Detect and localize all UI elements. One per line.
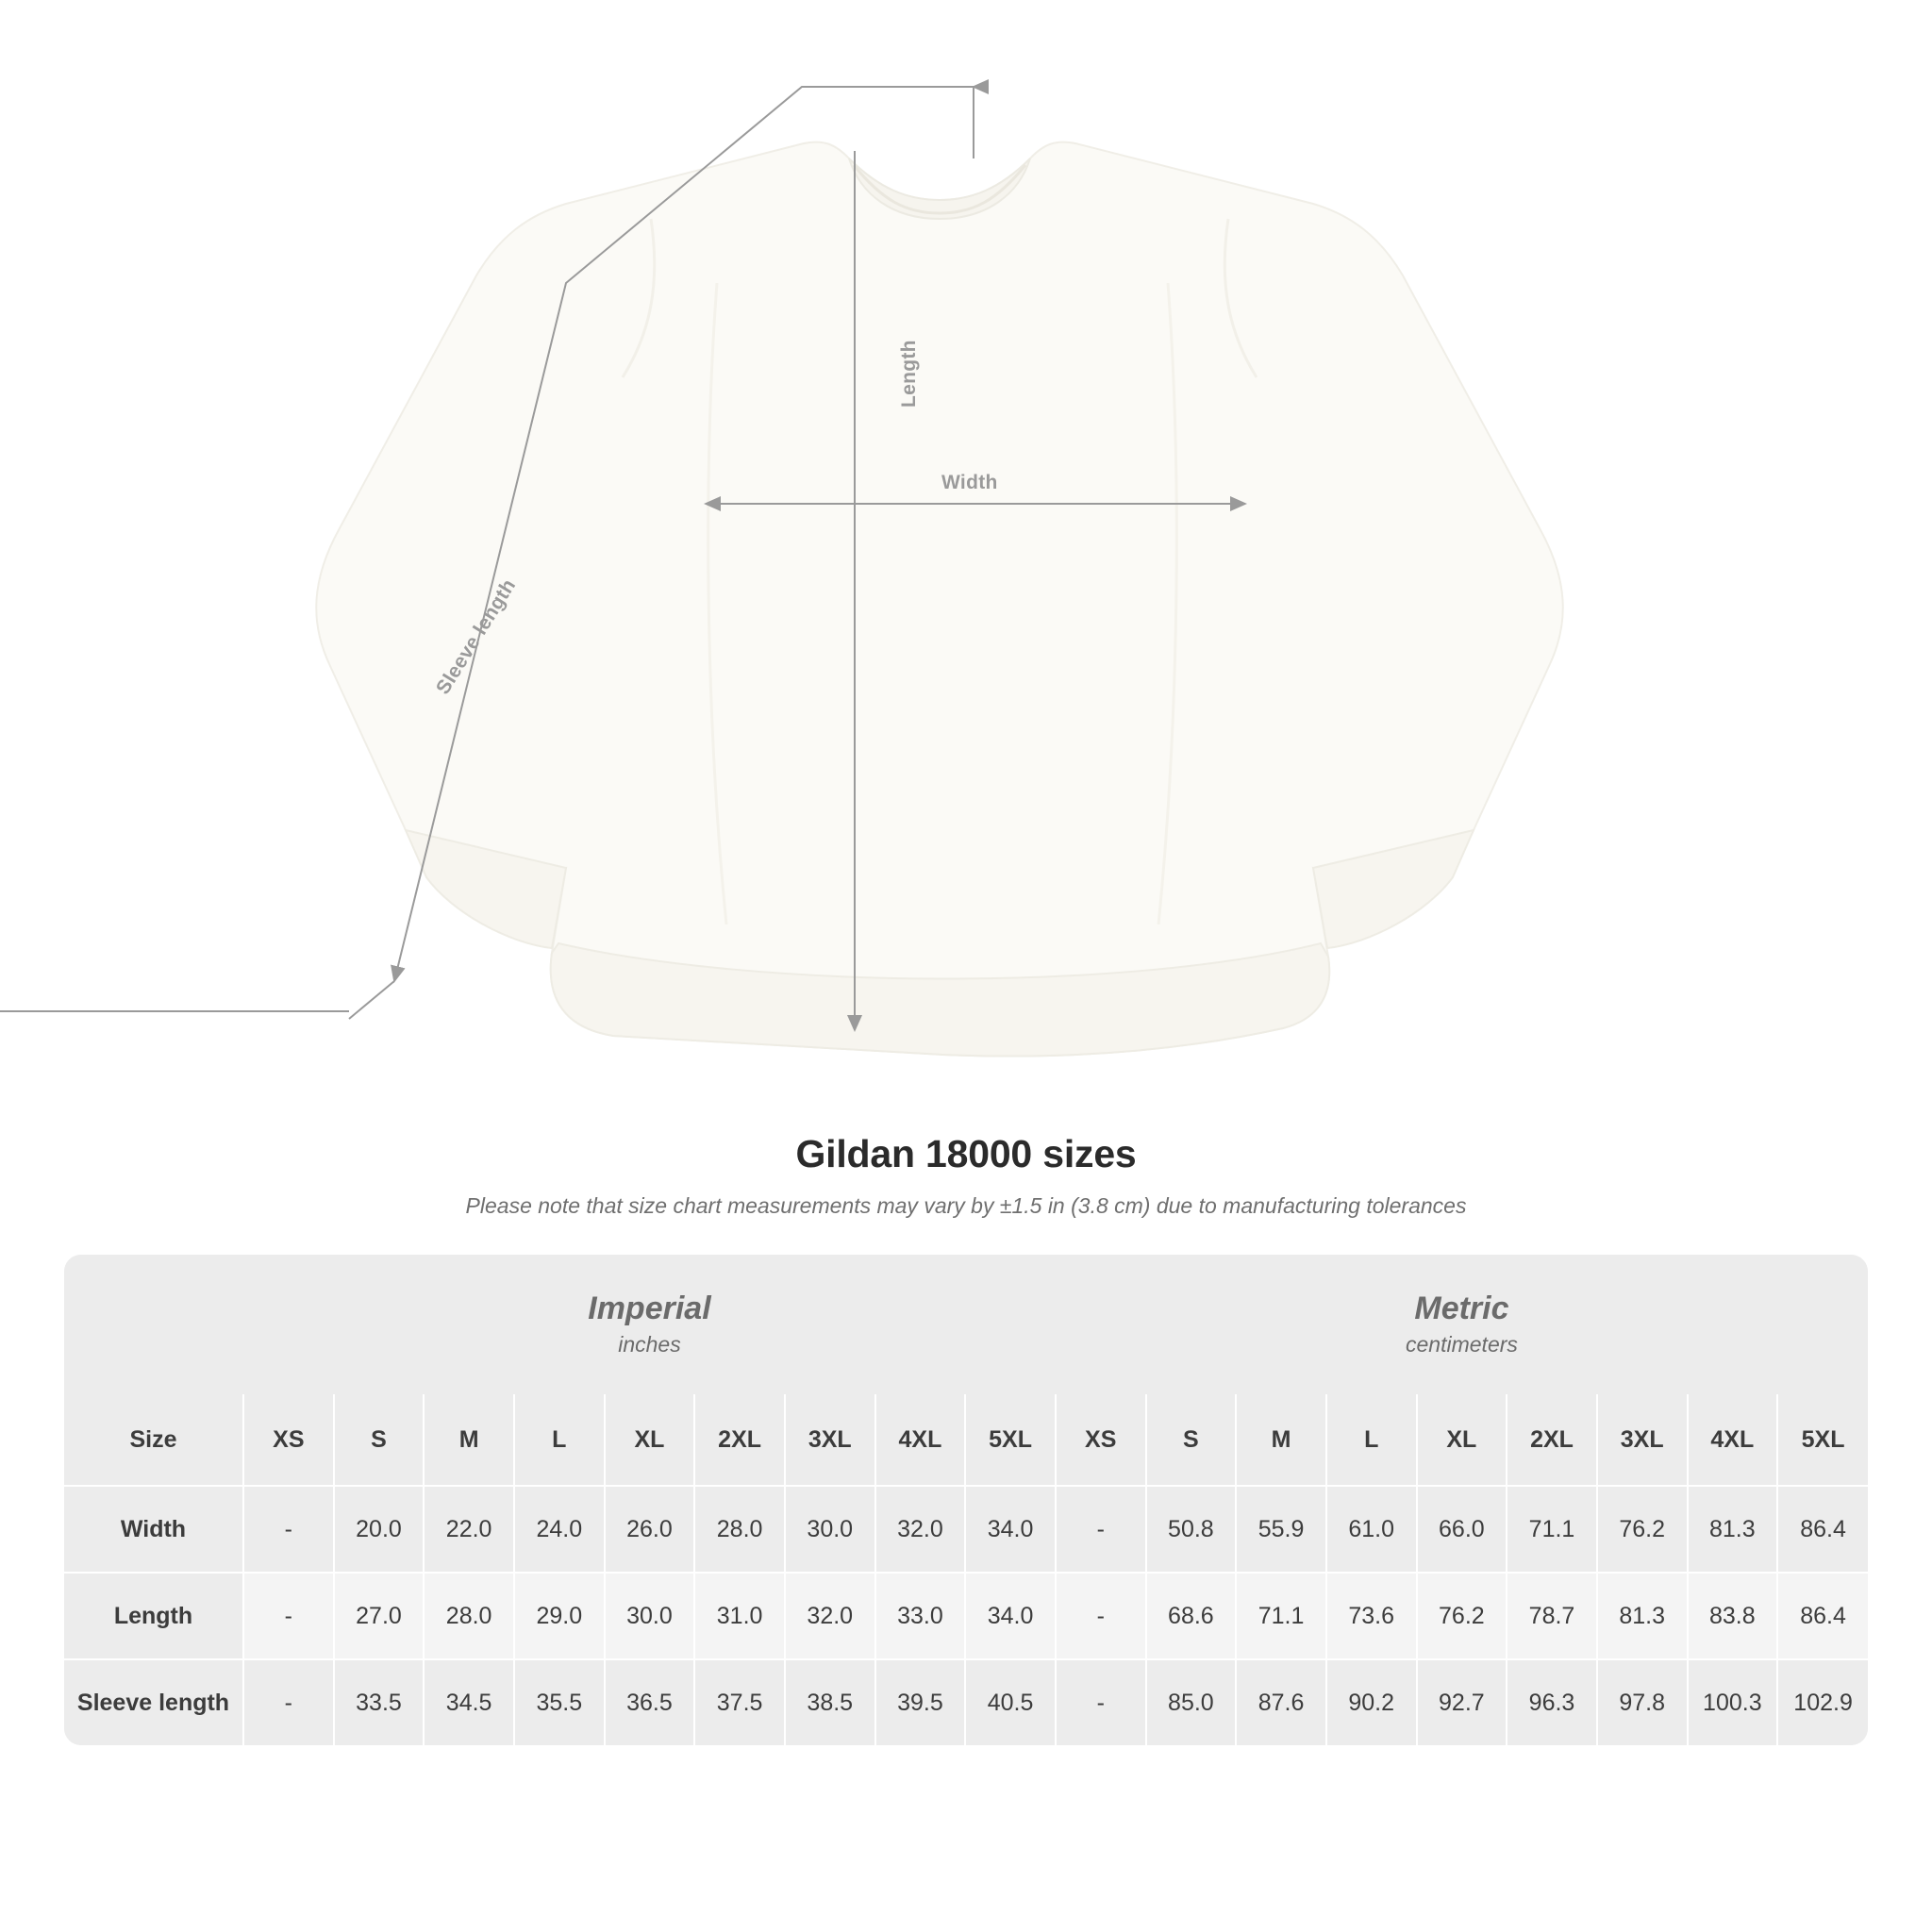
unit-imperial-sub: inches xyxy=(618,1332,681,1357)
cell-length-15: 81.3 xyxy=(1597,1573,1688,1659)
title-block xyxy=(0,1132,1932,1219)
header-col-1: S xyxy=(334,1394,425,1486)
header-col-14: 2XL xyxy=(1507,1394,1597,1486)
header-col-2: M xyxy=(424,1394,514,1486)
cell-length-1: 27.0 xyxy=(334,1573,425,1659)
cell-width-5: 28.0 xyxy=(694,1486,785,1573)
cell-width-11: 55.9 xyxy=(1236,1486,1326,1573)
header-col-5: 2XL xyxy=(694,1394,785,1486)
cell-sleeve-8: 40.5 xyxy=(965,1659,1056,1745)
header-col-15: 3XL xyxy=(1597,1394,1688,1486)
cell-length-6: 32.0 xyxy=(785,1573,875,1659)
unit-group-metric xyxy=(1056,1255,1868,1394)
header-col-10: S xyxy=(1146,1394,1237,1486)
table-row xyxy=(64,1573,1868,1659)
cell-sleeve-5: 37.5 xyxy=(694,1659,785,1745)
cell-width-3: 24.0 xyxy=(514,1486,605,1573)
cell-length-0: - xyxy=(243,1573,334,1659)
cell-length-2: 28.0 xyxy=(424,1573,514,1659)
cell-width-15: 76.2 xyxy=(1597,1486,1688,1573)
header-col-17: 5XL xyxy=(1777,1394,1868,1486)
header-col-7: 4XL xyxy=(875,1394,966,1486)
cell-width-9: - xyxy=(1056,1486,1146,1573)
cell-sleeve-10: 85.0 xyxy=(1146,1659,1237,1745)
cell-length-7: 33.0 xyxy=(875,1573,966,1659)
cell-length-3: 29.0 xyxy=(514,1573,605,1659)
table-row xyxy=(64,1486,1868,1573)
cell-width-12: 61.0 xyxy=(1326,1486,1417,1573)
cell-length-4: 30.0 xyxy=(605,1573,695,1659)
row-label-width: Width xyxy=(64,1486,243,1573)
row-label-sleeve-length: Sleeve length xyxy=(64,1659,243,1745)
cell-sleeve-0: - xyxy=(243,1659,334,1745)
column-header-row xyxy=(64,1394,1868,1486)
cell-sleeve-3: 35.5 xyxy=(514,1659,605,1745)
cell-sleeve-7: 39.5 xyxy=(875,1659,966,1745)
cell-width-17: 86.4 xyxy=(1777,1486,1868,1573)
cell-width-4: 26.0 xyxy=(605,1486,695,1573)
cell-sleeve-4: 36.5 xyxy=(605,1659,695,1745)
cell-sleeve-14: 96.3 xyxy=(1507,1659,1597,1745)
sleeve-length-label: Sleeve length xyxy=(432,575,521,699)
unit-metric-name: Metric xyxy=(1414,1290,1509,1326)
cell-length-5: 31.0 xyxy=(694,1573,785,1659)
width-label: Width xyxy=(941,472,998,493)
unit-header-row xyxy=(64,1255,1868,1394)
cell-sleeve-13: 92.7 xyxy=(1417,1659,1507,1745)
unit-group-imperial xyxy=(243,1255,1056,1394)
cell-width-13: 66.0 xyxy=(1417,1486,1507,1573)
row-label-length: Length xyxy=(64,1573,243,1659)
cell-sleeve-16: 100.3 xyxy=(1688,1659,1778,1745)
header-col-13: XL xyxy=(1417,1394,1507,1486)
header-col-16: 4XL xyxy=(1688,1394,1778,1486)
header-col-6: 3XL xyxy=(785,1394,875,1486)
cell-width-14: 71.1 xyxy=(1507,1486,1597,1573)
cell-length-10: 68.6 xyxy=(1146,1573,1237,1659)
cell-sleeve-9: - xyxy=(1056,1659,1146,1745)
header-col-4: XL xyxy=(605,1394,695,1486)
cell-sleeve-11: 87.6 xyxy=(1236,1659,1326,1745)
cell-sleeve-6: 38.5 xyxy=(785,1659,875,1745)
cell-length-9: - xyxy=(1056,1573,1146,1659)
header-col-8: 5XL xyxy=(965,1394,1056,1486)
size-table-wrapper xyxy=(64,1255,1868,1745)
page-title: Gildan 18000 sizes xyxy=(795,1132,1137,1175)
cell-length-14: 78.7 xyxy=(1507,1573,1597,1659)
cell-sleeve-15: 97.8 xyxy=(1597,1659,1688,1745)
cell-sleeve-2: 34.5 xyxy=(424,1659,514,1745)
table-row xyxy=(64,1659,1868,1745)
cell-width-10: 50.8 xyxy=(1146,1486,1237,1573)
header-col-9: XS xyxy=(1056,1394,1146,1486)
cell-width-1: 20.0 xyxy=(334,1486,425,1573)
cell-length-12: 73.6 xyxy=(1326,1573,1417,1659)
cell-width-6: 30.0 xyxy=(785,1486,875,1573)
cell-width-2: 22.0 xyxy=(424,1486,514,1573)
cell-sleeve-12: 90.2 xyxy=(1326,1659,1417,1745)
cell-length-13: 76.2 xyxy=(1417,1573,1507,1659)
header-col-3: L xyxy=(514,1394,605,1486)
cell-width-8: 34.0 xyxy=(965,1486,1056,1573)
cell-sleeve-17: 102.9 xyxy=(1777,1659,1868,1745)
unit-spacer xyxy=(64,1255,243,1394)
header-size: Size xyxy=(64,1394,243,1486)
cell-width-16: 81.3 xyxy=(1688,1486,1778,1573)
tolerance-note: Please note that size chart measurements may vary by ±1.5 in (3.8 cm) due to manufacturing tolerances xyxy=(465,1193,1467,1218)
length-label: Length xyxy=(898,340,920,408)
cell-length-16: 83.8 xyxy=(1688,1573,1778,1659)
cell-length-17: 86.4 xyxy=(1777,1573,1868,1659)
cell-length-11: 71.1 xyxy=(1236,1573,1326,1659)
size-table xyxy=(64,1255,1868,1745)
cell-width-7: 32.0 xyxy=(875,1486,966,1573)
cell-width-0: - xyxy=(243,1486,334,1573)
header-col-12: L xyxy=(1326,1394,1417,1486)
unit-metric-sub: centimeters xyxy=(1406,1332,1518,1357)
cell-sleeve-1: 33.5 xyxy=(334,1659,425,1745)
header-col-11: M xyxy=(1236,1394,1326,1486)
cell-length-8: 34.0 xyxy=(965,1573,1056,1659)
header-col-0: XS xyxy=(243,1394,334,1486)
unit-imperial-name: Imperial xyxy=(588,1290,711,1326)
